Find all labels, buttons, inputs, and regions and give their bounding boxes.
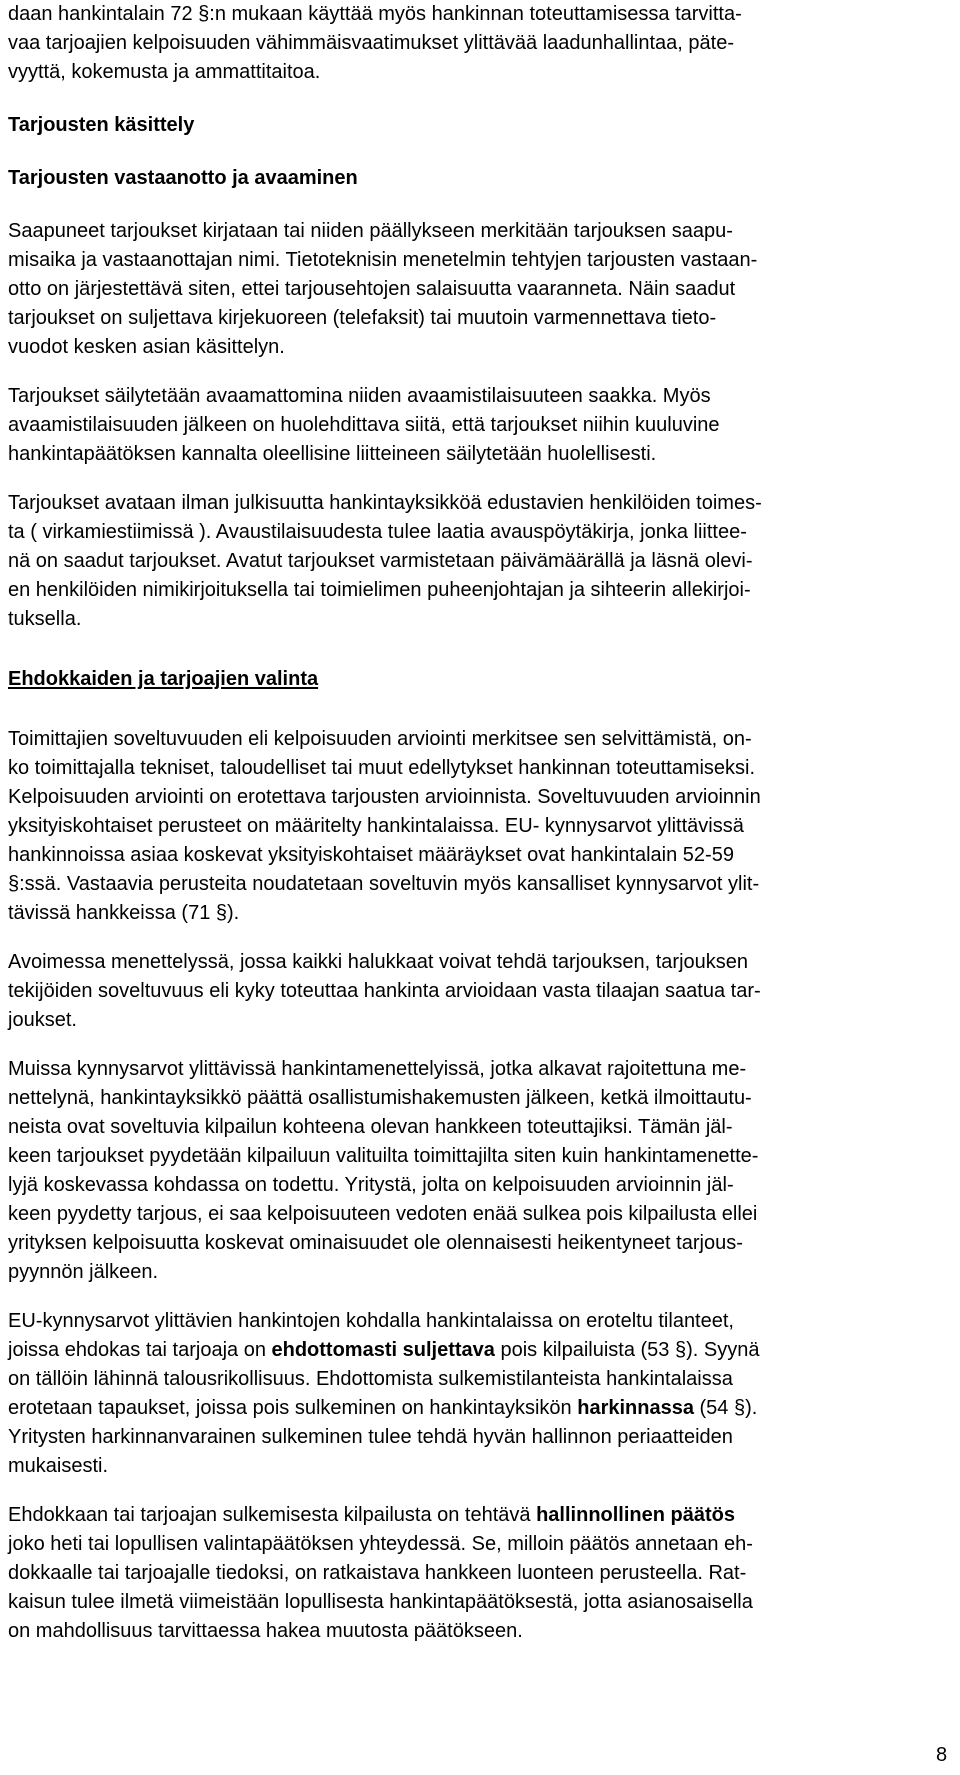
intro-paragraph: daan hankintalain 72 §:n mukaan käyttää myös hankinnan toteuttamisessa tarvitta- vaa tarjoajien kelpoisuuden vähimmäisvaatimukset ylittävää laadunhallintaa, päte- vyyttä, kokemusta ja ammattitaitoa. <box>8 3 742 83</box>
section-subtitle-vastaanotto: Tarjousten vastaanotto ja avaaminen <box>8 167 358 189</box>
paragraph-saapuneet: Saapuneet tarjoukset kirjataan tai niiden päällykseen merkitään tarjouksen saapu- misaika ja vastaanottajan nimi. Tietoteknisin menetelmin tehtyjen tarjousten vastaan- otto on järjestettävä siten, ettei tarjousehtojen salaisuutta vaaranneta. Näin saadut tarjoukset on suljettava kirjekuoreen (telefaksit) tai muutoin varmennettava tieto- vuodot kesken asian käsittelyn. <box>8 220 758 358</box>
spacer <box>8 928 948 948</box>
bold-term-ehdottomasti-suljettava: ehdottomasti suljettava <box>271 1339 495 1361</box>
spacer <box>8 634 948 665</box>
spacer <box>8 140 948 164</box>
spacer <box>8 694 948 725</box>
spacer <box>8 469 948 489</box>
bold-term-harkinnassa: harkinnassa <box>577 1397 694 1419</box>
paragraph-avoin-menettely: Avoimessa menettelyssä, jossa kaikki halukkaat voivat tehdä tarjouksen, tarjouksen tekijöiden soveltuvuus eli kyky toteuttaa hankinta arvioidaan vasta tilaajan saatua tar- joukset. <box>8 951 761 1031</box>
spacer <box>8 1035 948 1055</box>
document-page <box>8 0 948 1646</box>
section-title-ehdokkaiden-valinta: Ehdokkaiden ja tarjoajien valinta <box>8 668 319 690</box>
paragraph-rajoitettu-menettely: Muissa kynnysarvot ylittävissä hankintamenettelyissä, jotka alkavat rajoitettuna me- nettelynä, hankintayksikkö päättä osallistumishakemusten jälkeen, ketkä ilmoittautu- neista ovat soveltuvia kilpailun kohteena olevan hankkeen toteuttajiksi. Tämän jäl- keen tarjoukset pyydetään kilpailuun valituilta toimittajilta siten kuin hankintamenette- lyjä koskevassa kohdassa on todettu. Yritystä, jolta on kelpoisuuden arvioinnin jäl- keen pyydetty tarjous, ei saa kelpoisuuteen vedoten enää sulkea pois kilpailusta ellei yrityksen kelpoisuutta koskevat ominaisuudet ole olennaisesti heikentyneet tarjous- pyynnön jälkeen. <box>8 1058 759 1283</box>
text-run: (54 §). Yritysten harkinnanvarainen sulkeminen tulee tehdä hyvän hallinnon periaatteiden mukaisesti. <box>8 1397 758 1477</box>
section-title-tarjousten-kasittely: Tarjousten käsittely <box>8 114 195 136</box>
text-run: EU-kynnysarvot ylittävien hankintojen kohdalla hankintalaissa on eroteltu tilanteet, joissa ehdokas tai tarjoaja on <box>8 1310 734 1361</box>
paragraph-sulkeminen <box>8 1501 948 1646</box>
spacer <box>8 1481 948 1501</box>
spacer <box>8 1287 948 1307</box>
paragraph-sailytetaan: Tarjoukset säilytetään avaamattomina niiden avaamistilaisuuteen saakka. Myös avaamistilaisuuden jälkeen on huolehdittava siitä, että tarjoukset niihin kuuluvine hankintapäätöksen kannalta oleellisine liitteineen säilytetään huolellisesti. <box>8 385 720 465</box>
spacer <box>8 87 948 111</box>
spacer <box>8 362 948 382</box>
paragraph-eu-kynnysarvot <box>8 1307 948 1481</box>
paragraph-avataan: Tarjoukset avataan ilman julkisuutta hankintayksikköä edustavien henkilöiden toimes- ta ( virkamiestiimissä ). Avaustilaisuudesta tulee laatia avauspöytäkirja, jonka liittee- nä on saadut tarjoukset. Avatut tarjoukset varmistetaan päivämäärällä ja läsnä olevi- en henkilöiden nimikirjoituksella tai toimielimen puheenjohtajan ja sihteerin allekirjoi- tuksella. <box>8 492 762 630</box>
text-run: joko heti tai lopullisen valintapäätöksen yhteydessä. Se, milloin päätös annetaan eh- dokkaalle tai tarjoajalle tiedoksi, on ratkaistava hankkeen luonteen perusteella. Rat- kaisun tulee ilmetä viimeistään lopullisesta hankintapäätöksestä, jotta asianosaisella on mahdollisuus tarvittaessa hakea muutosta päätökseen. <box>8 1533 753 1642</box>
text-run: Ehdokkaan tai tarjoajan sulkemisesta kilpailusta on tehtävä <box>8 1504 537 1526</box>
spacer <box>8 193 948 217</box>
text-run: pois kilpailuista (53 §). Syynä on tällöin lähinnä talousrikollisuus. Ehdottomista sulkemistilanteista hankintalaissa erotetaan tapaukset, joissa pois sulkeminen on hankintayksikön <box>8 1339 760 1419</box>
paragraph-soveltuvuus: Toimittajien soveltuvuuden eli kelpoisuuden arviointi merkitsee sen selvittämistä, on- ko toimittajalla tekniset, taloudelliset tai muut edellytykset hankinnan toteuttamiseksi. Kelpoisuuden arviointi on erotettava tarjousten arvioinnista. Soveltuvuuden arvioinnin yksityiskohtaiset perusteet on määritelty hankintalaissa. EU- kynnysarvot ylittävissä hankinnoissa asiaa koskevat yksityiskohtaiset määräykset ovat hankintalain 52-59 §:ssä. Vastaavia perusteita noudatetaan soveltuvin myös kansalliset kynnysarvot ylit- tävissä hankkeissa (71 §). <box>8 728 761 924</box>
page-number: 8 <box>936 1744 948 1766</box>
bold-term-hallinnollinen-paatos: hallinnollinen päätös <box>536 1504 735 1526</box>
